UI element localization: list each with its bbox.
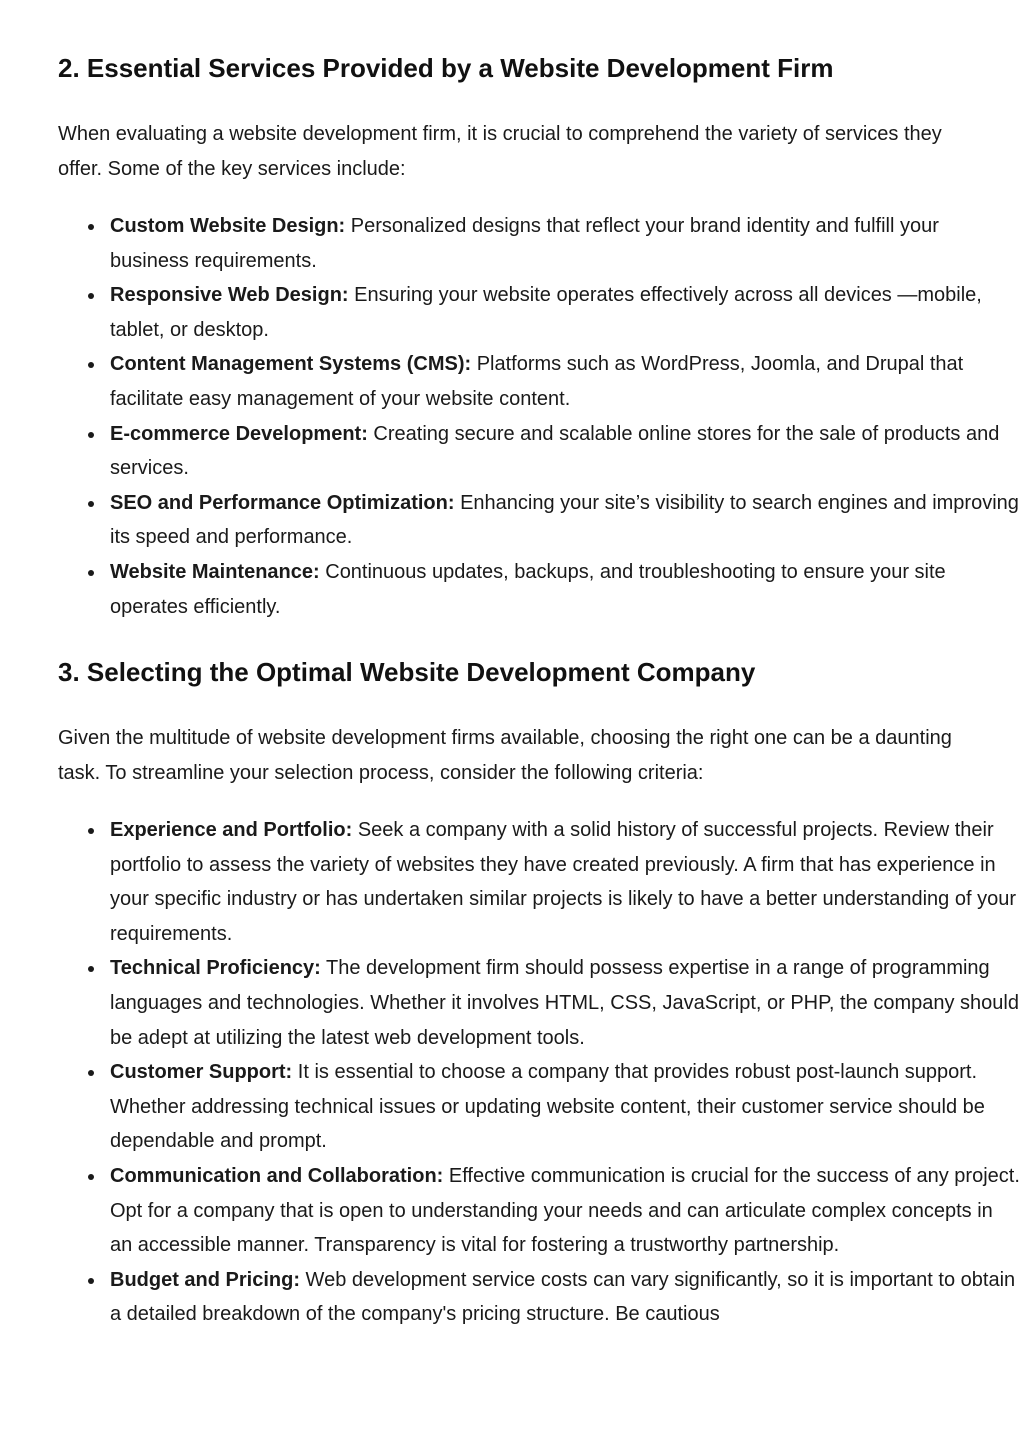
- list-item-term: E-commerce Development:: [110, 422, 368, 445]
- list-item-term: Website Maintenance:: [110, 560, 320, 583]
- list-item-term: Custom Website Design:: [110, 215, 346, 237]
- list-item-text: Enhancing your site’s visibility to search engines and improving its speed and performance.: [110, 491, 1019, 549]
- section-2-heading: 2. Essential Services Provided by a Website Development Firm: [58, 53, 834, 83]
- section-3-intro: Given the multitude of website development firms available, choosing the right one can be a daunting task. To streamline your selection process, consider the following criteria:: [58, 727, 952, 784]
- list-item-text: Seek a company with a solid history of successful projects. Review their portfolio to assess the variety of websites they have created previously. A firm that has experience in your specific industry or has undertaken similar projects is likely to have a better understanding of your requirements.: [110, 819, 1017, 945]
- list-item-term: SEO and Performance Optimization:: [110, 491, 455, 514]
- list-item-term: Communication and Collaboration:: [110, 1164, 444, 1187]
- list-item-term: Content Management Systems (CMS):: [110, 353, 472, 376]
- list-item-text: Web development service costs can vary significantly, so it is important to obtain a detailed breakdown of the company's pricing structure. Be cautious: [110, 1268, 1016, 1326]
- list-item: [110, 209, 1020, 278]
- list-item: [110, 278, 1020, 347]
- section-3-criteria-list: [58, 813, 1020, 1332]
- list-item-text: Ensuring your website operates effectively across all devices —mobile, tablet, or desktop.: [110, 284, 982, 341]
- list-item-term: Experience and Portfolio:: [110, 819, 353, 841]
- list-item-text: Platforms such as WordPress, Joomla, and Drupal that facilitate easy management of your website content.: [110, 353, 964, 410]
- list-item: [110, 347, 1020, 416]
- list-item-text: The development firm should possess expertise in a range of programming languages and technologies. Whether it involves HTML, CSS, JavaScript, or PHP, the company should be adept at utilizing the latest web development tools.: [110, 957, 1019, 1049]
- list-item-term: Budget and Pricing:: [110, 1268, 300, 1291]
- list-item-text: It is essential to choose a company that provides robust post-launch support. Whether addressing technical issues or updating website content, their customer service should be dependable and prompt.: [110, 1061, 985, 1153]
- list-item: [110, 1263, 1020, 1332]
- list-item-text: Continuous updates, backups, and troubleshooting to ensure your site operates efficiently.: [110, 560, 946, 618]
- list-item: [110, 1159, 1020, 1263]
- section-2-intro: When evaluating a website development firm, it is crucial to comprehend the variety of services they offer. Some of the key services include:: [58, 123, 942, 180]
- list-item-text: Personalized designs that reflect your brand identity and fulfill your business requirements.: [110, 215, 939, 272]
- list-item: [110, 486, 1020, 555]
- list-item-term: Responsive Web Design:: [110, 284, 349, 307]
- list-item: [110, 1055, 1020, 1159]
- list-item-term: Technical Proficiency:: [110, 957, 321, 980]
- list-item: [110, 951, 1020, 1055]
- list-item-text: Effective communication is crucial for the success of any project. Opt for a company that is open to understanding your needs and can articulate complex concepts in an accessible manner. Transparency is vital for fostering a trustworthy partnership.: [110, 1164, 1020, 1257]
- section-2-services-list: [58, 209, 1020, 624]
- list-item: [110, 813, 1020, 951]
- list-item: [110, 555, 1020, 624]
- list-item-text: Creating secure and scalable online stores for the sale of products and services.: [110, 422, 1000, 480]
- list-item-term: Customer Support:: [110, 1061, 293, 1084]
- section-3-heading: 3. Selecting the Optimal Website Development Company: [58, 657, 756, 687]
- list-item: [110, 417, 1020, 486]
